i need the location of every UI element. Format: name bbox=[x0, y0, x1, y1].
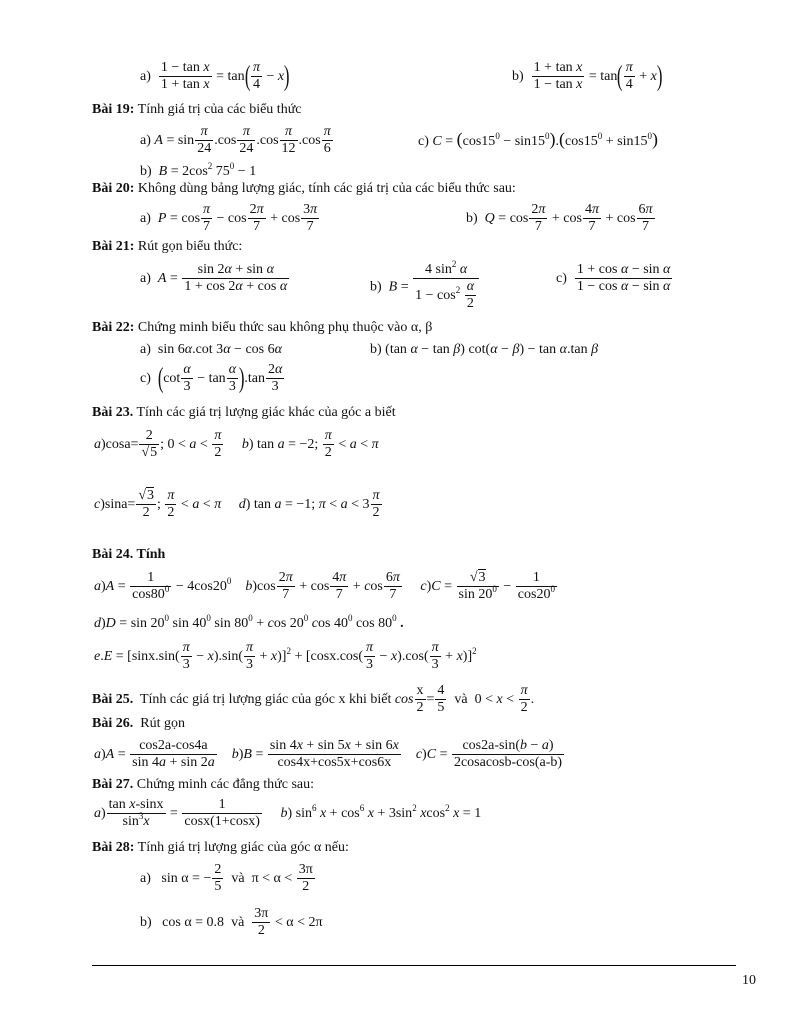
b24-e: e.E = [sinx.sin( $\frac{\pi}{3}$ − x).sin( $\frac{\pi}{3}$ + x)]$^2$ + [cosx.cos( $\frac{\pi}{3}$ − x).cos( $\frac{\pi}{3}$ + x)]$^2$ bbox=[94, 640, 477, 673]
b21-b: b) B = 4 $\sin^2 \alpha$ $1 - \cos^2$ $\frac{\alpha}{2}$ bbox=[370, 262, 480, 312]
b28-b: b) cos α = 0.8 và $\frac{3\pi}{2}$ < α < 2π bbox=[140, 906, 323, 939]
b21-heading: Bài 21: Rút gọn biểu thức: bbox=[92, 239, 243, 254]
b19-heading: Bài 19: Tính giá trị của các biểu thức bbox=[92, 102, 302, 117]
b26-heading: Bài 26. Rút gọn bbox=[92, 716, 185, 731]
b21-a: a) A = $\frac{\text{sin 2α + sin α}}{\text{1 + cos 2α + cos α}}$ bbox=[140, 262, 288, 295]
b25-line: Bài 25. Tính các giá trị lượng giác của góc x khi biết cos $\frac{x}{2}$ = $\frac{4}{5}$ và 0 < x < $\frac{\pi}{2}$ . bbox=[92, 683, 535, 716]
b27-heading: Bài 27. Chứng minh các đẳng thức sau: bbox=[92, 777, 315, 792]
eq-top-b: b) $\frac{\text{1 + tan x}}{\text{1 − tan x}}$ = tan( $\frac{\pi}{4}$ + x) bbox=[512, 60, 663, 93]
b28-heading: Bài 28: Tính giá trị lượng giác của góc α nếu: bbox=[92, 840, 349, 855]
b19-a: a) A = sin $\frac{\pi}{24}$ .cos $\frac{\pi}{24}$ .cos $\frac{\pi}{12}$ .cos $\frac{\pi}{6}$ bbox=[140, 124, 331, 157]
b22-c: c) (cot $\frac{\alpha}{3}$ − tan $\frac{\alpha}{3}$ ).tan $\frac{2\alpha}{3}$ bbox=[140, 362, 283, 395]
b22-heading: Bài 22: Chứng minh biểu thức sau không phụ thuộc vào α, β bbox=[92, 320, 433, 335]
b22-a: a) sin 6α.cot 3α − cos 6α bbox=[140, 342, 282, 357]
b20-a: a) P = cos $\frac{\pi}{7}$ − cos $\frac{2\pi}{7}$ + cos $\frac{3\pi}{7}$ bbox=[140, 202, 318, 235]
b22-b: b) (tan α − tan β) cot(α − β) − tan α.tan β bbox=[370, 342, 599, 357]
b28-a: a) sin α = − $\frac{2}{5}$ và π < α < $\frac{3\pi}{2}$ bbox=[140, 862, 313, 895]
eq-top-a: a) $\frac{\text{1 − tan x}}{\text{1 + tan x}}$ = tan( $\frac{\pi}{4}$ − x) bbox=[140, 60, 290, 93]
b24-a: a)A = $\frac{1}{\cos 80^0}$ − $4\cos 20^0$ b)cos $\frac{2\pi}{7}$ + cos $\frac{4\pi}{7}$ + cos $\frac{6\pi}{7}$ c)C = $\frac{√3}{\sin 20^0}$ − $\frac{1}{\cos 20^0}$ bbox=[94, 570, 555, 603]
page-number: 10 bbox=[742, 973, 756, 988]
b23-c: c)sina= $\frac{√3}{2}$ ; $\frac{\pi}{2}$ < a < π d) tan a = −1; π < a < 3 $\frac{\pi}{2}$ bbox=[94, 488, 380, 521]
b20-b: b) Q = cos $\frac{2\pi}{7}$ + cos $\frac{4\pi}{7}$ + cos $\frac{6\pi}{7}$ bbox=[466, 202, 653, 235]
b23-heading: Bài 23. Tính các giá trị lượng giác khác của góc a biết bbox=[92, 405, 396, 420]
b24-d: $d)D = \sin 20^0$ $\sin 40^0$ $\sin 80^0 + \cos 20^0$ $\cos 40^0$ $\cos 80^0$ . bbox=[94, 613, 404, 631]
b23-a: a)cosa= $\frac{2}{√5}$ ; 0 < a < $\frac{\pi}{2}$ b) tan a = −2; $\frac{\pi}{2}$ < a < π bbox=[94, 428, 379, 461]
b19-b: b) $B = 2\cos^2$ $75^0 - 1$ bbox=[140, 161, 257, 179]
b19-c: c) $C = (\cos 15^0 - \sin 15^0).(\cos 15^0 + \sin 15^0)$ bbox=[418, 129, 658, 149]
b26-exprs: a)A = $\frac{\cos 2a-\cos 4a}{\sin 4a + \sin 2a}$ b)B = $\frac{\sin 4x + \sin 5x + \sin 6x}{\cos 4x+\cos 5x+\cos 6x}$ c)C = $\frac{\cos 2a-\sin(b - a)}{\text{2cosacosb-cos(a-b)}}$ bbox=[94, 738, 563, 771]
b24-heading: Bài 24. Tính bbox=[92, 547, 166, 562]
b20-heading: Bài 20: Không dùng bảng lượng giác, tính các giá trị của các biểu thức sau: bbox=[92, 181, 516, 196]
b21-c: c) $\frac{\text{1 + cos α − sin α}}{\text{1 − cos α − sin α}}$ bbox=[556, 262, 671, 295]
b27-exprs: a) $\frac{\text{tan x-sinx}}{\sin^3x}$ = $\frac{1}{\cos x(1+\cos x)}$ b) $\sin^6 x + \cos^6 x + 3\sin^2$ xcos$^2$ x = 1 bbox=[94, 797, 482, 830]
footer-rule bbox=[92, 965, 736, 966]
